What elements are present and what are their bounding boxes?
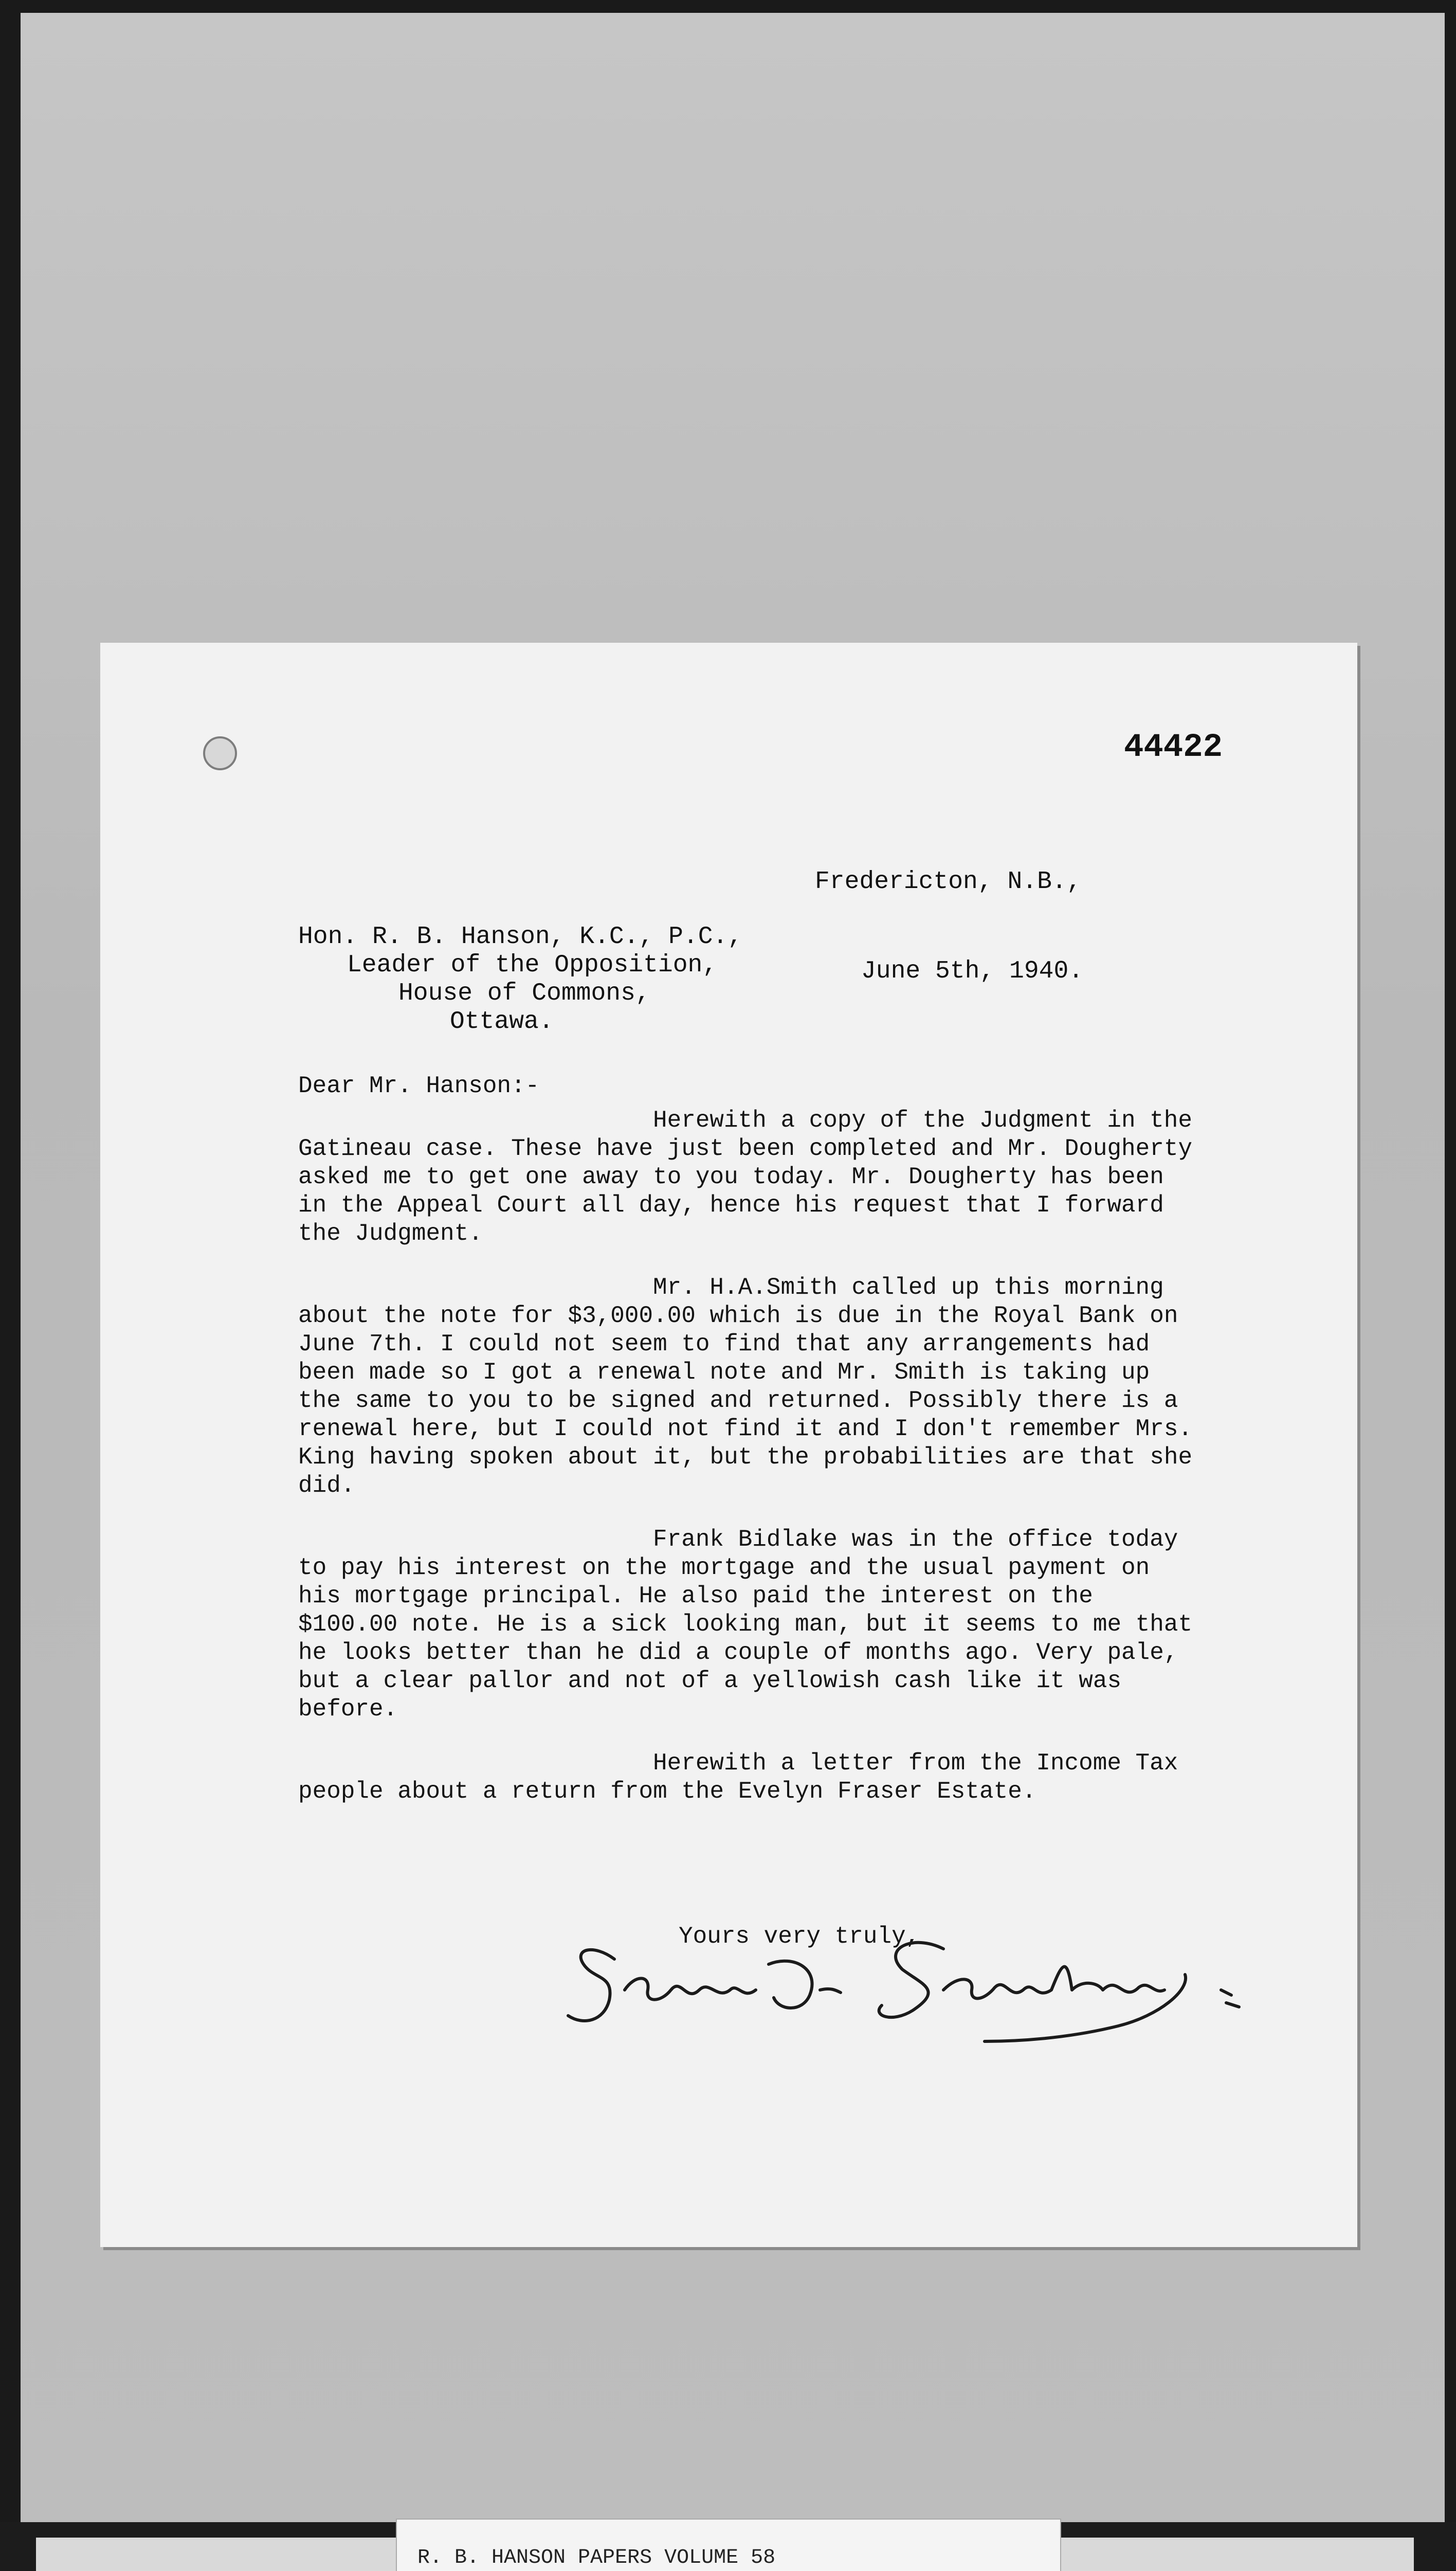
letter-page <box>100 643 1357 2247</box>
address-line-4: Ottawa. <box>450 1008 554 1036</box>
punch-hole <box>203 736 237 770</box>
paragraph-3: Frank Bidlake was in the office today to pay his interest on the mortgage and the usual payment on his mortgage principal. He also paid the interest on the $100.00 note. He is a sick looking man, but it seems to me that he looks better than he did a couple of months ago. Very pale, but a clear pallor and not of a yellowish cash like it was before. <box>298 1526 1193 1723</box>
volume-tab <box>396 2519 1061 2571</box>
volume-tab-label: R. B. HANSON PAPERS VOLUME 58 <box>417 2546 776 2569</box>
paragraph-4: Herewith a letter from the Income Tax people about a return from the Evelyn Fraser Estate. <box>298 1750 1178 1805</box>
letter-body <box>298 1072 1198 1832</box>
letter-place: Fredericton, N.B., <box>815 868 1082 896</box>
paragraph-2: Mr. H.A.Smith called up this morning about the note for $3,000.00 which is due in the Royal Bank on June 7th. I could not seem to find that any arrangements had been made so I got a renewal note and Mr. Smith is taking up the same to you to be signed and returned. Possibly there is a renewal here, but I could not find it and I don't remember Mrs. King having spoken about it, but the probabilities are that she did. <box>298 1274 1193 1499</box>
page-number: 44422 <box>1123 729 1223 766</box>
letter-date: June 5th, 1940. <box>861 957 1084 985</box>
salutation: Dear Mr. Hanson:- <box>298 1073 540 1099</box>
address-line-1: Hon. R. B. Hanson, K.C., P.C., <box>298 923 743 951</box>
paragraph-1: Herewith a copy of the Judgment in the Gatineau case. These have just been completed and Mr. Dougherty asked me to get one away to you today. Mr. Dougherty has been in the Appeal Court all day, hence his request that I forward the Judgment. <box>298 1107 1193 1247</box>
handwritten-signature <box>553 1913 1272 2047</box>
address-line-2: Leader of the Opposition, <box>347 951 718 979</box>
address-line-3: House of Commons, <box>398 980 650 1007</box>
closing: Yours very truly, <box>679 1923 920 1950</box>
place-date-block <box>815 807 1083 1046</box>
